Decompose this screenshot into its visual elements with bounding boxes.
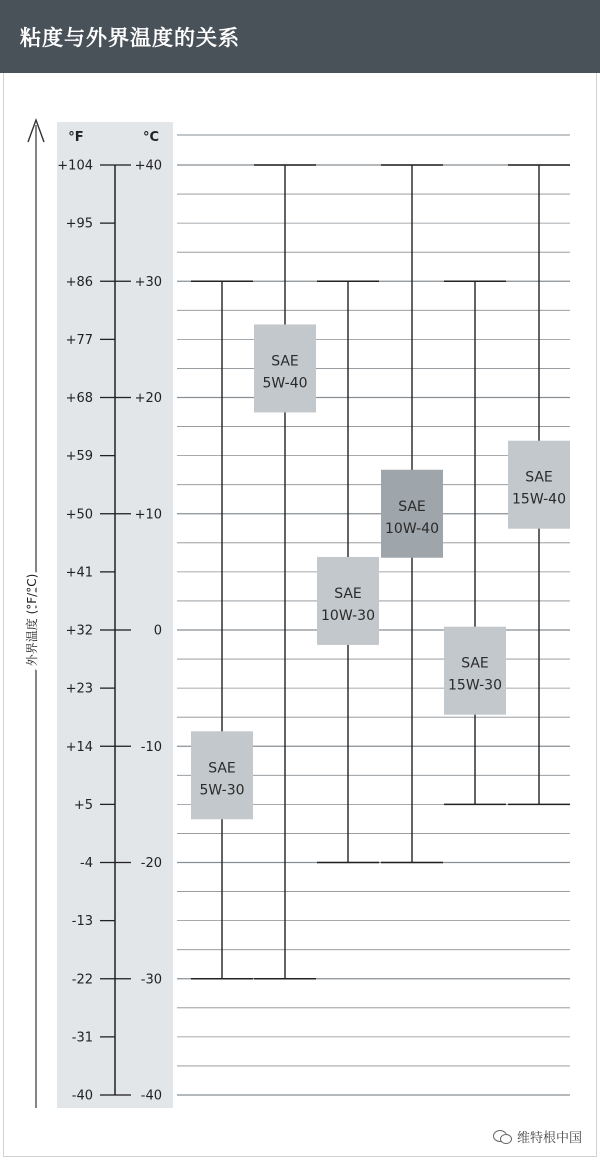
fahrenheit-tick-label: +14 bbox=[65, 739, 93, 755]
series-label-line2: 10W-40 bbox=[385, 520, 439, 537]
fahrenheit-tick-label: -31 bbox=[71, 1030, 93, 1046]
fahrenheit-tick-label: +68 bbox=[65, 391, 93, 406]
watermark-text: 维特根中国 bbox=[516, 1131, 582, 1146]
series-label-line1: SAE bbox=[271, 353, 299, 370]
fahrenheit-tick-label: +50 bbox=[65, 507, 93, 523]
series-label-line2: 5W-30 bbox=[199, 782, 245, 799]
series-label-line2: 15W-40 bbox=[512, 491, 566, 508]
y-axis-label: 外界温度 (°F/°C) bbox=[25, 573, 39, 667]
page-title: 粘度与外界温度的关系 bbox=[20, 26, 240, 50]
celsius-tick-label: +20 bbox=[134, 391, 162, 406]
fahrenheit-tick-label: -13 bbox=[71, 914, 93, 930]
fahrenheit-tick-label: -4 bbox=[80, 856, 93, 871]
celsius-tick-label: +30 bbox=[134, 274, 162, 290]
fahrenheit-tick-label: +32 bbox=[65, 623, 93, 639]
series-label-line1: SAE bbox=[334, 585, 362, 602]
fahrenheit-tick-label: +104 bbox=[57, 158, 93, 174]
series-label-line2: 10W-30 bbox=[321, 607, 375, 624]
celsius-tick-label: -30 bbox=[140, 972, 162, 988]
fahrenheit-tick-label: -22 bbox=[71, 972, 93, 988]
series-label-line1: SAE bbox=[208, 760, 236, 777]
watermark bbox=[493, 1127, 582, 1146]
fahrenheit-tick-label: +77 bbox=[65, 332, 93, 348]
celsius-tick-label: -40 bbox=[140, 1088, 162, 1104]
celsius-tick-label: -10 bbox=[140, 739, 162, 755]
celsius-tick-label: -20 bbox=[140, 856, 162, 871]
series-label-line1: SAE bbox=[525, 469, 553, 486]
celsius-tick-label: 0 bbox=[153, 623, 162, 639]
series-label-line2: 15W-30 bbox=[448, 677, 502, 694]
wechat-icon bbox=[493, 1130, 511, 1144]
fahrenheit-tick-label: +23 bbox=[65, 681, 93, 697]
fahrenheit-tick-label: +41 bbox=[65, 565, 93, 581]
fahrenheit-tick-label: +5 bbox=[73, 797, 93, 813]
celsius-header: °C bbox=[142, 130, 160, 145]
series-label-line1: SAE bbox=[398, 498, 426, 515]
fahrenheit-tick-label: -40 bbox=[71, 1088, 93, 1104]
fahrenheit-tick-label: +95 bbox=[65, 216, 93, 232]
fahrenheit-tick-label: +59 bbox=[65, 449, 93, 465]
celsius-tick-label: +10 bbox=[134, 507, 162, 523]
series-label-line1: SAE bbox=[461, 655, 489, 672]
series-label-line2: 5W-40 bbox=[262, 375, 308, 392]
fahrenheit-tick-label: +86 bbox=[65, 274, 93, 290]
fahrenheit-header: °F bbox=[68, 130, 84, 145]
celsius-tick-label: +40 bbox=[134, 158, 162, 174]
